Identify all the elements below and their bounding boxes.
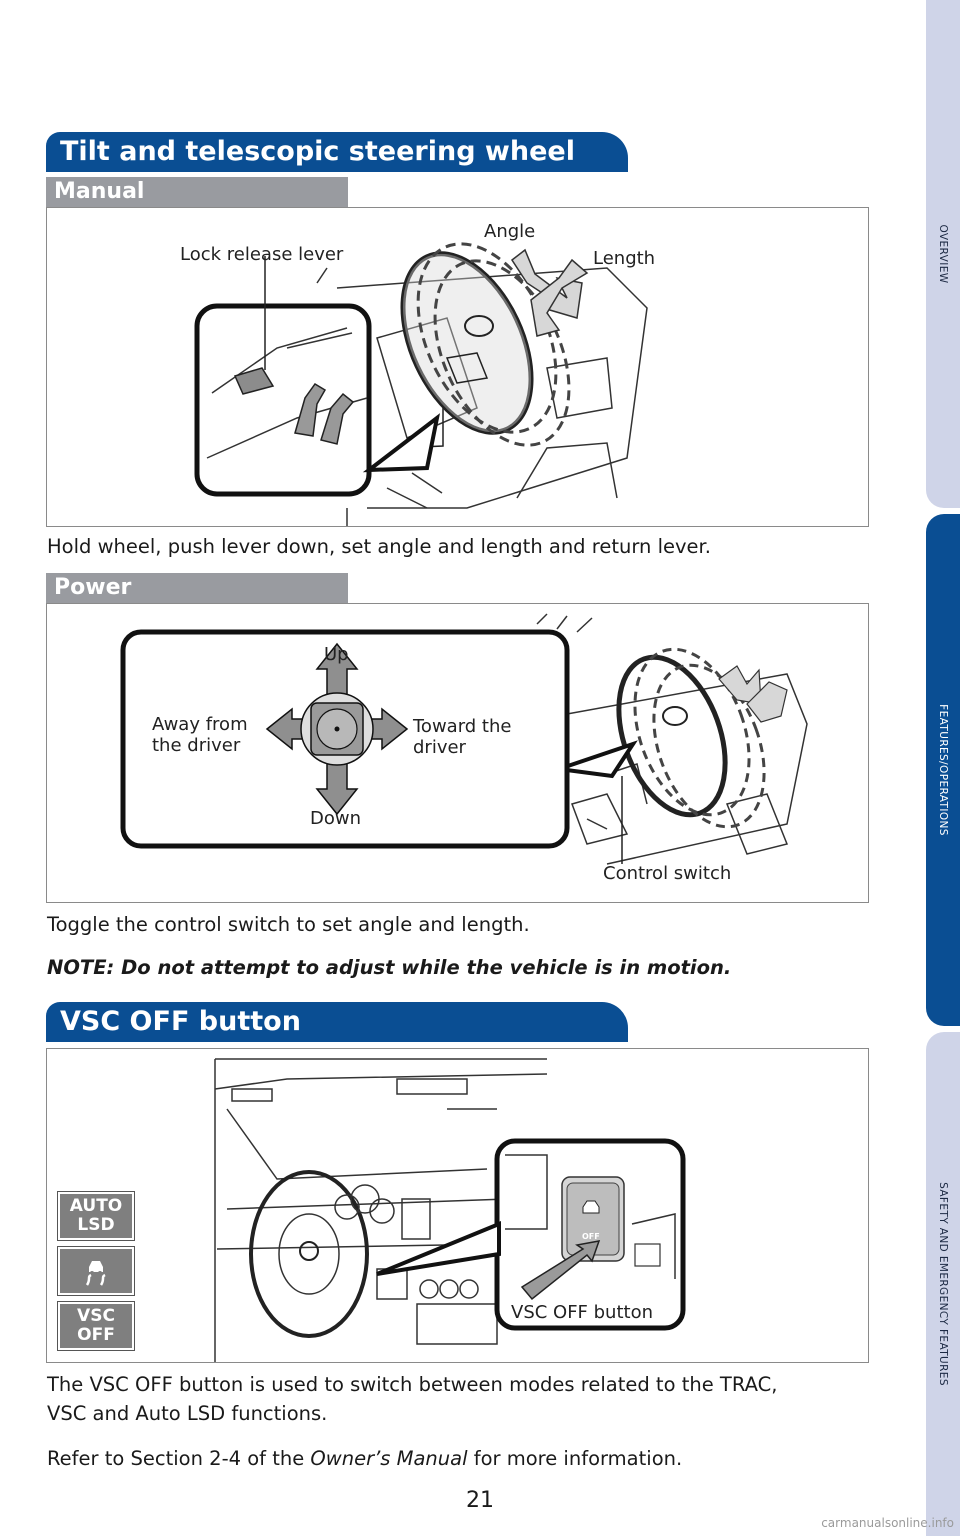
up-label: Up bbox=[324, 644, 349, 665]
vsc-off-line1: VSC bbox=[77, 1306, 115, 1326]
tilt-section-title: Tilt and telescopic steering wheel bbox=[46, 132, 628, 172]
refer-post: for more information. bbox=[467, 1447, 683, 1470]
page-number: 21 bbox=[466, 1488, 494, 1513]
vsc-skid-button bbox=[58, 1247, 134, 1295]
watermark: carmanualsonline.info bbox=[821, 1516, 954, 1530]
refer-pre: Refer to Section 2-4 of the bbox=[47, 1447, 311, 1470]
away-label-line1: Away from bbox=[152, 714, 248, 735]
vsc-description-line2: VSC and Auto LSD functions. bbox=[47, 1402, 328, 1425]
vsc-off-line2: OFF bbox=[77, 1325, 115, 1345]
vsc-off-tile bbox=[58, 1302, 134, 1350]
auto-lsd-line2: LSD bbox=[77, 1215, 115, 1235]
auto-lsd-button bbox=[58, 1192, 134, 1240]
manual-steering-drawing bbox=[47, 208, 869, 527]
side-tab-safety-label: SAFETY AND EMERGENCY FEATURES bbox=[937, 1182, 949, 1386]
manual-illustration bbox=[46, 207, 869, 527]
motion-note: NOTE: Do not attempt to adjust while the vehicle is in motion. bbox=[47, 956, 732, 979]
angle-label: Angle bbox=[484, 221, 536, 242]
down-label: Down bbox=[310, 808, 362, 829]
side-tab-overview-label: OVERVIEW bbox=[937, 224, 949, 284]
refer-text bbox=[47, 1447, 682, 1470]
side-tab-features[interactable] bbox=[926, 514, 960, 1026]
owners-manual-ref: Owner’s Manual bbox=[310, 1447, 468, 1470]
skid-car-icon bbox=[81, 1255, 111, 1287]
manual-caption: Hold wheel, push lever down, set angle and length and return lever. bbox=[47, 535, 711, 558]
vsc-description-line1: The VSC OFF button is used to switch between modes related to the TRAC, bbox=[47, 1373, 778, 1396]
control-switch-label: Control switch bbox=[603, 863, 732, 884]
vsc-dashboard-drawing bbox=[47, 1049, 869, 1363]
switch-off-text: OFF bbox=[582, 1232, 600, 1241]
toward-label-line1: Toward the bbox=[413, 716, 512, 737]
vsc-section-title: VSC OFF button bbox=[46, 1002, 628, 1042]
auto-lsd-line1: AUTO bbox=[69, 1196, 123, 1216]
length-label: Length bbox=[593, 248, 656, 269]
lock-release-lever-label: Lock release lever bbox=[180, 244, 344, 265]
vsc-off-callout: VSC OFF button bbox=[511, 1302, 653, 1323]
vsc-illustration bbox=[46, 1048, 869, 1363]
manual-subheader: Manual bbox=[46, 177, 348, 207]
side-tab-features-label: FEATURES/OPERATIONS bbox=[937, 704, 949, 836]
away-label-line2: the driver bbox=[152, 735, 241, 756]
toward-label-line2: driver bbox=[413, 737, 466, 758]
power-caption: Toggle the control switch to set angle and length. bbox=[47, 913, 530, 936]
power-subheader: Power bbox=[46, 573, 348, 603]
side-tab-safety[interactable] bbox=[926, 1032, 960, 1536]
side-tab-overview[interactable] bbox=[926, 0, 960, 508]
